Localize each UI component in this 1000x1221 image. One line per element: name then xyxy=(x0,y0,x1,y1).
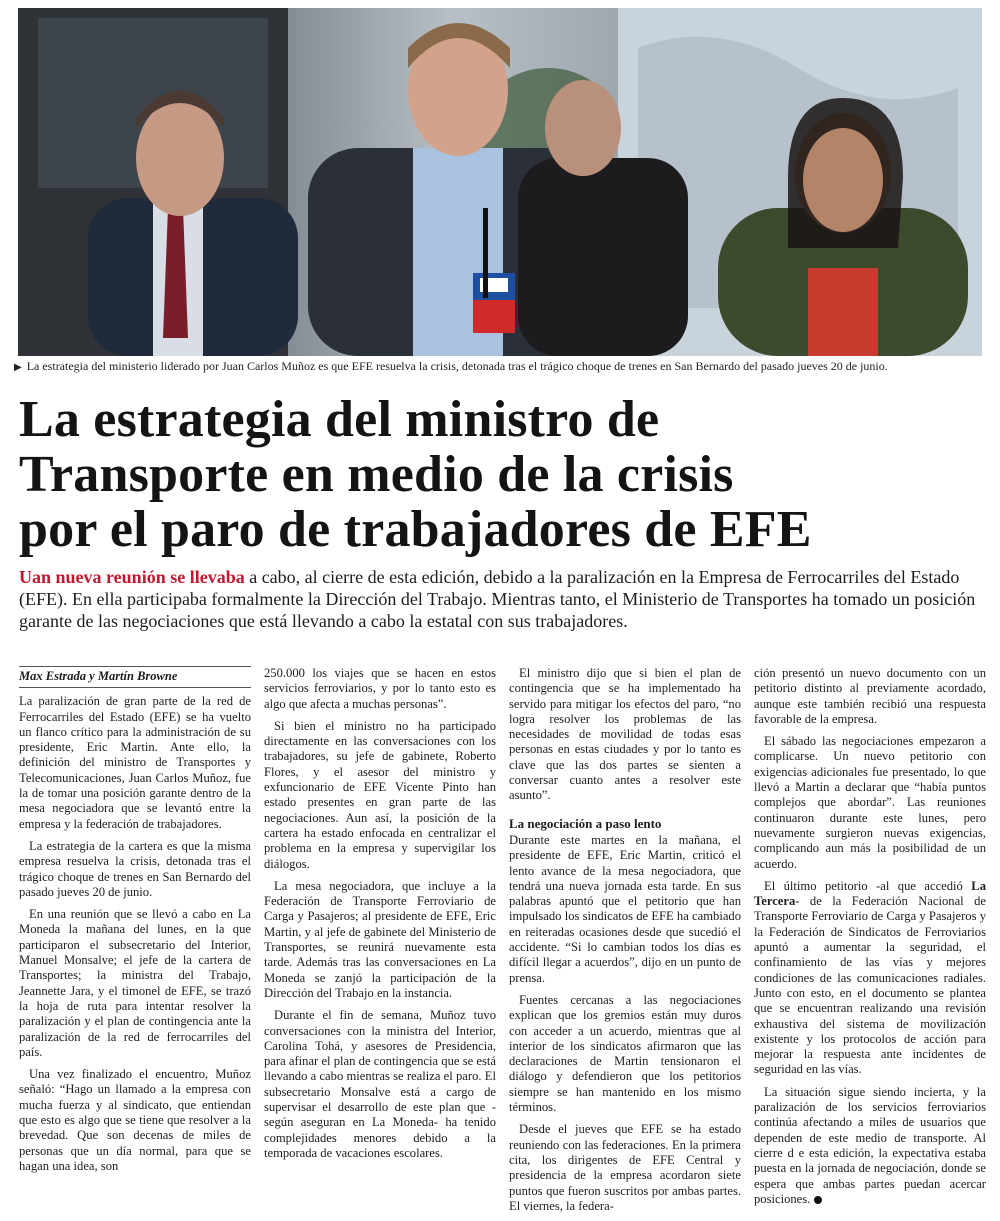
paragraph: 250.000 los viajes que se hacen en estos servicios ferroviarios, y por lo tanto esto es algo que afecta a muchas personas”. xyxy=(264,666,496,711)
paragraph: Una vez finalizado el encuentro, Muñoz señaló: “Hago un llamado a la empresa con mucha fuerza y al sindicato, que entiendan que esto es algo que se tiene que resolver a la brevedad. Que son decenas de miles de personas que un día normal, para que se hagan una idea, son xyxy=(19,1067,251,1173)
news-photo xyxy=(18,8,982,356)
paragraph: El ministro dijo que si bien el plan de contingencia que se ha implementado ha servido para mitigar los efectos del paro, “no logra resolver los problemas de las necesidades de movilidad de todas esas personas en estas ciudades y por lo tanto es clave que las dos partes se sienten a conversar cuanto antes a resolver este asunto”. xyxy=(509,666,741,803)
paragraph: Desde el jueves que EFE se ha estado reuniendo con las federaciones. En la primera cita, los dirigentes de EFE Central y presidencia de la empresa acordaron siete puntos que fueron suscritos por ambas partes. El viernes, la federa- xyxy=(509,1122,741,1213)
headline-line-3: por el paro de trabajadores de EFE xyxy=(19,501,812,558)
caption-marker-icon: ▶ xyxy=(14,362,22,373)
lead-text: a cabo, al cierre de esta edición, debido a la paralización en la Empresa de Ferrocarriles del Estado (EFE). En ella participaba formalmente la Dirección del Trabajo. Mientras tanto, el Ministerio de Transportes ha tomado un posición garante de las negociaciones que está llevando a cabo la estatal con sus trabajadores. xyxy=(19,567,976,631)
article-column-2 xyxy=(264,666,496,1168)
byline: Max Estrada y Martín Browne xyxy=(19,666,251,688)
paragraph: La paralización de gran parte de la red de Ferrocarriles del Estado (EFE) se ha vuelto un flanco crítico para la administración de su presidente, Eric Martin. Ante ello, la definición del ministro de Transportes y Telecomunicaciones, Juan Carlos Muñoz, fue la de tomar una posición garante dentro de la mesa negociadora que se levantó entre la empresa y la federación de trabajadores. xyxy=(19,694,251,831)
paragraph-text: La situación sigue siendo incierta, y la paralización de los servicios ferroviarios continúa afectando a miles de usuarios que dependen de este medio de transporte. Al cierre d e esta edición, la expectativa estaba puesta en la jornada de negociación, donde se espera que ambas partes puedan acercar posiciones. xyxy=(754,1084,986,1206)
caption-text: La estrategia del ministerio liderado por Juan Carlos Muñoz es que EFE resuelva la crisis, detonada tras el trágico choque de trenes en San Bernardo del pasado jueves 20 de junio. xyxy=(26,359,888,373)
paragraph: El sábado las negociaciones empezaron a complicarse. Un nuevo petitorio con exigencias adicionales fue presentado, lo que llevó a Martin a declarar que “había puntos complejos que abordar”. Las reuniones continuaron durante este lunes, pero nuevamente surgieron nuevas exigencias, complicando aun más la posibilidad de un acuerdo. xyxy=(754,734,986,871)
paragraph-text: - de la Federación Nacional de Transporte Ferroviario de Carga y Pasajeros y la Federación de Sindicatos de Ferroviarios apuntó a aumentar la seguridad, el confinamiento de las vías y mejores condiciones de las comunicaciones radiales. Junto con esto, en el documento se plantea que se encuentran realizando una revisión exhaustiva del sistema de movilización existente y los protocolos de acción para mejorar la respuesta ante incidentes de seguridad en las vías. xyxy=(754,894,986,1077)
article-lead xyxy=(19,566,984,632)
article-column-3 xyxy=(509,666,741,1221)
paragraph: ción presentó un nuevo documento con un petitorio distinto al previamente acordado, aunque este también recibió una respuesta favorable de la empresa. xyxy=(754,666,986,726)
headline-line-2: Transporte en medio de la crisis xyxy=(19,446,734,503)
paragraph: La mesa negociadora, que incluye a la Federación de Transporte Ferroviario de Carga y Pasajeros; al presidente de EFE, Eric Martin, y al jefe de gabinete del Ministerio de Transportes, se reunirá nuevamente esta tarde. Además tras las conversaciones en La Moneda se zanjó la participación de la Dirección del Trabajo en la instancia. xyxy=(264,878,496,1000)
article-column-4 xyxy=(754,666,986,1214)
headline-line-1: La estrategia del ministro de xyxy=(19,391,660,448)
paragraph-text: El último petitorio -al que accedió xyxy=(764,878,972,893)
paragraph: Durante este martes en la mañana, el presidente de EFE, Eric Martin, criticó el lento avance de la mesa negociadora, que tendrá una nueva jornada esta tarde. En sus palabras apuntó que el petitorio que han impulsado los sindicatos de EFE ha cambiado en reiteradas ocasiones desde que sucedió el accidente. “Si lo cambian todos los días es difícil llegar a acuerdos”, dijo en un punto de prensa. xyxy=(509,832,741,985)
news-photo-illustration xyxy=(18,8,982,356)
lead-highlight: Uan nueva reunión se llevaba xyxy=(19,567,245,587)
paragraph: Si bien el ministro no ha participado directamente en las conversaciones con los trabajadores, su jefe de gabinete, Roberto Flores, y el asesor del ministro y exfuncionario de EFE Vicente Pinto han estado presentes en gran parte de las negociaciones. Aun así, la posición de la cartera ha estado enfocada en centralizar el problema en la empresa y supervigilar los diálogos. xyxy=(264,718,496,871)
end-of-article-dot-icon xyxy=(814,1196,822,1204)
paragraph xyxy=(754,879,986,1078)
newspaper-name: La Tercera xyxy=(754,878,986,909)
paragraph: La estrategia de la cartera es que la misma empresa resuelva la crisis, detonada tras el trágico choque de trenes en San Bernardo del pasado jueves 20 de junio. xyxy=(19,838,251,899)
article-column-1 xyxy=(19,666,251,1181)
paragraph: Durante el fin de semana, Muñoz tuvo conversaciones con la ministra del Interior, Carolina Tohá, y asesores de Presidencia, para afinar el plan de contingencia que se está llevando a cabo mientras se realiza el paro. El subsecretario Monsalve está a cargo de supervisar el desarrollo de este plan que -según aseguran en La Moneda- ha tenido complejidades menores debido a la temporada de vacaciones escolares. xyxy=(264,1008,496,1160)
subheading: La negociación a paso lento xyxy=(509,815,662,831)
paragraph: Fuentes cercanas a las negociaciones explican que los gremios están muy duros con acceder a un acuerdo, mientras que al interior de los sindicatos afirmaron que las declaraciones de Martin tensionaron el diálogo y defendieron que los petitorios siempre se han mantenido en los mismo términos. xyxy=(509,992,741,1115)
photo-caption xyxy=(14,358,984,376)
paragraph: En una reunión que se llevó a cabo en La Moneda la mañana del lunes, en la que participaron el subsecretario del Interior, Manuel Monsalve; el jefe de la cartera de Transportes; la ministra del Trabajo, Jeannette Jara, y el timonel de EFE, se trazó la hoja de ruta para intentar resolver la paralización y el plan de contingencia ante la paralización de la red de ferrocarriles del país. xyxy=(19,907,251,1059)
paragraph xyxy=(754,1085,986,1207)
article-headline xyxy=(19,392,984,557)
